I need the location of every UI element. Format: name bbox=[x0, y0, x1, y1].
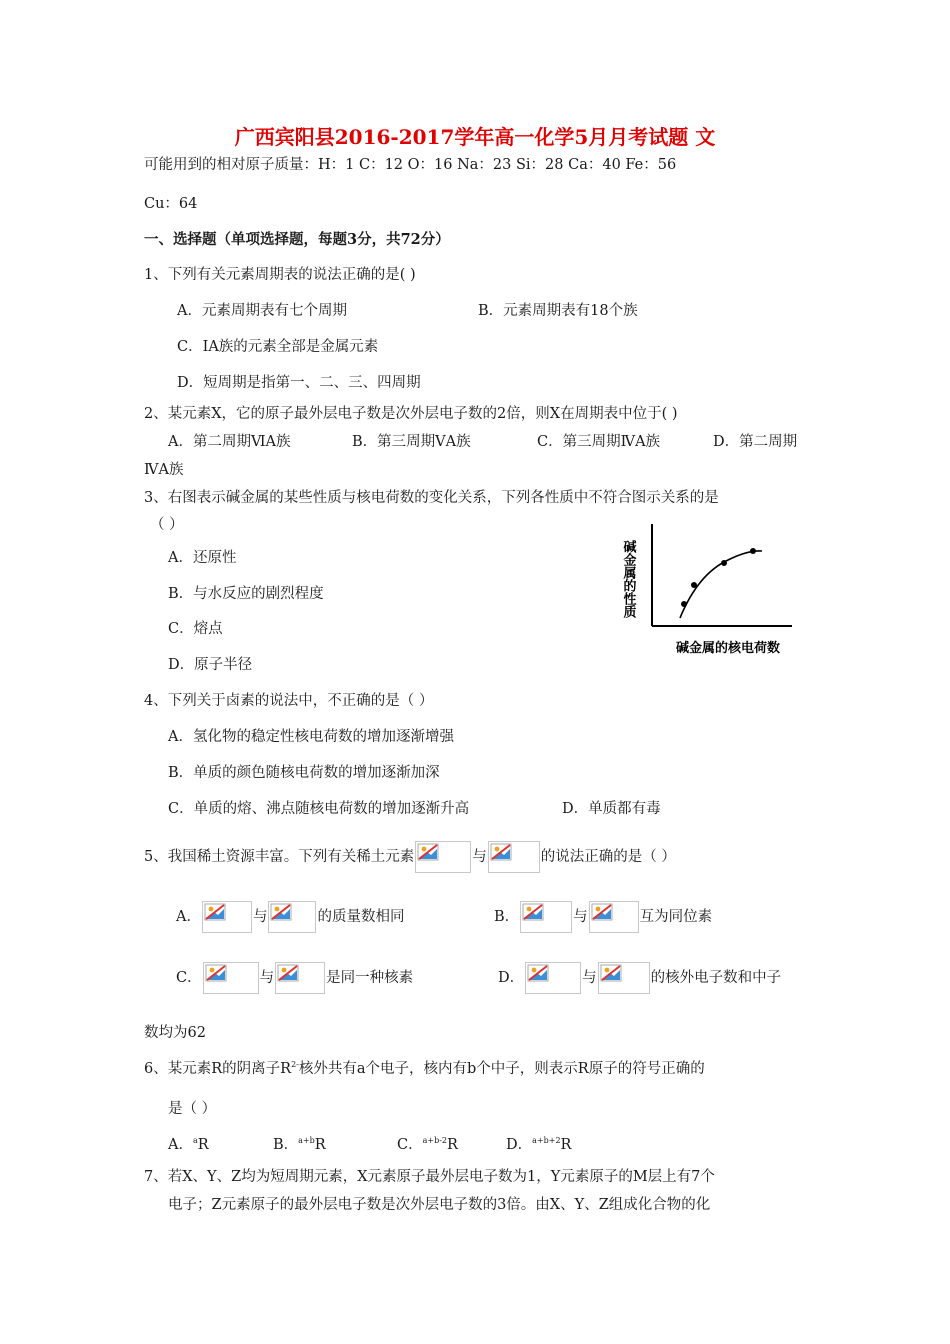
q3-option-a: A．还原性 bbox=[168, 550, 237, 566]
q6-option-c bbox=[397, 1136, 458, 1154]
mass-number: a+b+2 bbox=[532, 1136, 561, 1145]
question-7-line-2: 电子；Z元素原子的最外层电子数是次外层电子数的3倍。由X、Y、Z组成化合物的化 bbox=[168, 1197, 711, 1213]
q2-option-a: A．第二周期ⅥA族 bbox=[168, 434, 291, 450]
q1-option-d: D．短周期是指第一、二、三、四周期 bbox=[177, 375, 421, 391]
q3-option-b: B．与水反应的剧烈程度 bbox=[168, 586, 324, 602]
option-connector: 与 bbox=[582, 970, 597, 986]
q5-option-d-cont: 数均为62 bbox=[144, 1025, 206, 1041]
question-3-stem: 3、右图表示碱金属的某些性质与核电荷数的变化关系，下列各性质中不符合图示关系的是 bbox=[144, 490, 719, 506]
option-label: A． bbox=[168, 1137, 193, 1153]
q5-option-b bbox=[494, 901, 712, 933]
broken-image-icon bbox=[275, 962, 325, 994]
q5-stem-text: 5、我国稀土资源丰富。下列有关稀土元素 bbox=[144, 849, 415, 865]
q5-stem-text-end: 的说法正确的是（ ） bbox=[540, 849, 676, 865]
q3-option-d: D．原子半径 bbox=[168, 657, 253, 673]
mass-number: a bbox=[192, 1136, 198, 1145]
broken-image-icon bbox=[525, 962, 581, 994]
broken-image-icon bbox=[415, 841, 471, 873]
figure-point bbox=[750, 548, 756, 554]
option-text: 互为同位素 bbox=[639, 909, 713, 925]
page-title: 广西宾阳县2016-2017学年高一化学5月月考试题 文 bbox=[234, 125, 716, 149]
section-heading: 一、选择题（单项选择题，每题3分，共72分） bbox=[144, 231, 450, 248]
charge-superscript: 2- bbox=[291, 1060, 299, 1069]
element-symbol: R bbox=[560, 1137, 572, 1153]
element-symbol: R bbox=[197, 1137, 209, 1153]
q1-option-c: C．ⅠA族的元素全部是金属元素 bbox=[177, 339, 379, 355]
question-2-stem: 2、某元素X，它的原子最外层电子数是次外层电子数的2倍，则X在周期表中位于( ) bbox=[144, 406, 678, 422]
q6-option-b bbox=[273, 1136, 326, 1154]
option-label: D． bbox=[498, 970, 525, 986]
figure-point bbox=[721, 560, 727, 566]
property-curve-figure bbox=[620, 518, 820, 658]
question-6-stem bbox=[144, 1060, 705, 1078]
option-label: C． bbox=[176, 970, 202, 986]
question-3-stem-cont: （ ） bbox=[150, 517, 184, 533]
q6-option-d bbox=[506, 1136, 571, 1154]
broken-image-icon bbox=[203, 962, 259, 994]
q5-stem-connector: 与 bbox=[472, 849, 487, 865]
q2-option-d-cont: ⅣA族 bbox=[144, 462, 184, 478]
q6-stem-text: 6、某元素R的阴离子R bbox=[144, 1061, 292, 1077]
option-label: A． bbox=[176, 909, 201, 925]
question-5-stem bbox=[144, 841, 676, 873]
question-6-stem-cont: 是（ ） bbox=[168, 1101, 217, 1117]
element-symbol: R bbox=[314, 1137, 326, 1153]
option-text: 的质量数相同 bbox=[317, 909, 405, 925]
q5-option-c bbox=[176, 962, 413, 994]
option-label: C． bbox=[397, 1137, 423, 1153]
broken-image-icon bbox=[520, 901, 572, 933]
q1-option-a: A．元素周期表有七个周期 bbox=[177, 303, 347, 319]
q2-option-d: D．第二周期 bbox=[713, 434, 798, 450]
option-label: D． bbox=[506, 1137, 533, 1153]
figure-point bbox=[681, 601, 687, 607]
option-connector: 与 bbox=[259, 970, 275, 986]
option-label: B． bbox=[494, 909, 520, 925]
q3-option-c: C．熔点 bbox=[168, 621, 223, 637]
q4-option-d: D．单质都有毒 bbox=[562, 801, 661, 817]
element-symbol: R bbox=[447, 1137, 458, 1153]
broken-image-icon bbox=[598, 962, 650, 994]
question-4-stem: 4、下列关于卤素的说法中，不正确的是（ ） bbox=[144, 693, 434, 709]
option-connector: 与 bbox=[573, 909, 588, 925]
q2-option-b: B．第三周期ⅤA族 bbox=[352, 434, 471, 450]
q4-option-a: A．氢化物的稳定性核电荷数的增加逐渐增强 bbox=[168, 729, 454, 745]
option-text: 的核外电子数和中子 bbox=[650, 970, 782, 986]
q6-stem-text-end: 核外共有a个电子，核内有b个中子，则表示R原子的符号正确的 bbox=[298, 1061, 705, 1077]
broken-image-icon bbox=[202, 901, 252, 933]
question-7-line-1: 7、若X、Y、Z均为短周期元素，X元素原子最外层电子数为1，Y元素原子的M层上有7个 bbox=[144, 1169, 715, 1185]
q2-option-c: C．第三周期ⅣA族 bbox=[537, 434, 661, 450]
broken-image-icon bbox=[268, 901, 316, 933]
q4-option-c: C．单质的熔、沸点随核电荷数的增加逐渐升高 bbox=[168, 801, 470, 817]
q1-option-b: B．元素周期表有18个族 bbox=[478, 303, 638, 319]
question-1-stem: 1、下列有关元素周期表的说法正确的是( ) bbox=[144, 267, 416, 283]
figure-y-label: 碱金属的性质 bbox=[620, 540, 636, 618]
q5-option-a bbox=[176, 901, 404, 933]
q4-option-b: B．单质的颜色随核电荷数的增加逐渐加深 bbox=[168, 765, 440, 781]
broken-image-icon bbox=[589, 901, 639, 933]
figure-x-label: 碱金属的核电荷数 bbox=[676, 641, 781, 656]
figure-point bbox=[691, 582, 697, 588]
option-connector: 与 bbox=[252, 909, 268, 925]
atomic-mass-line: 可能用到的相对原子质量：H：1 C：12 O：16 Na：23 Si：28 Ca：40 Fe：56 bbox=[144, 157, 677, 173]
option-label: B． bbox=[273, 1137, 299, 1153]
option-text: 是同一种核素 bbox=[326, 970, 414, 986]
q6-option-a bbox=[168, 1136, 209, 1154]
mass-number: a+b bbox=[298, 1136, 315, 1145]
mass-number: a+b-2 bbox=[422, 1136, 447, 1145]
atomic-mass-line-cont: Cu：64 bbox=[144, 196, 198, 212]
broken-image-icon bbox=[488, 841, 540, 873]
q5-option-d bbox=[498, 962, 781, 994]
